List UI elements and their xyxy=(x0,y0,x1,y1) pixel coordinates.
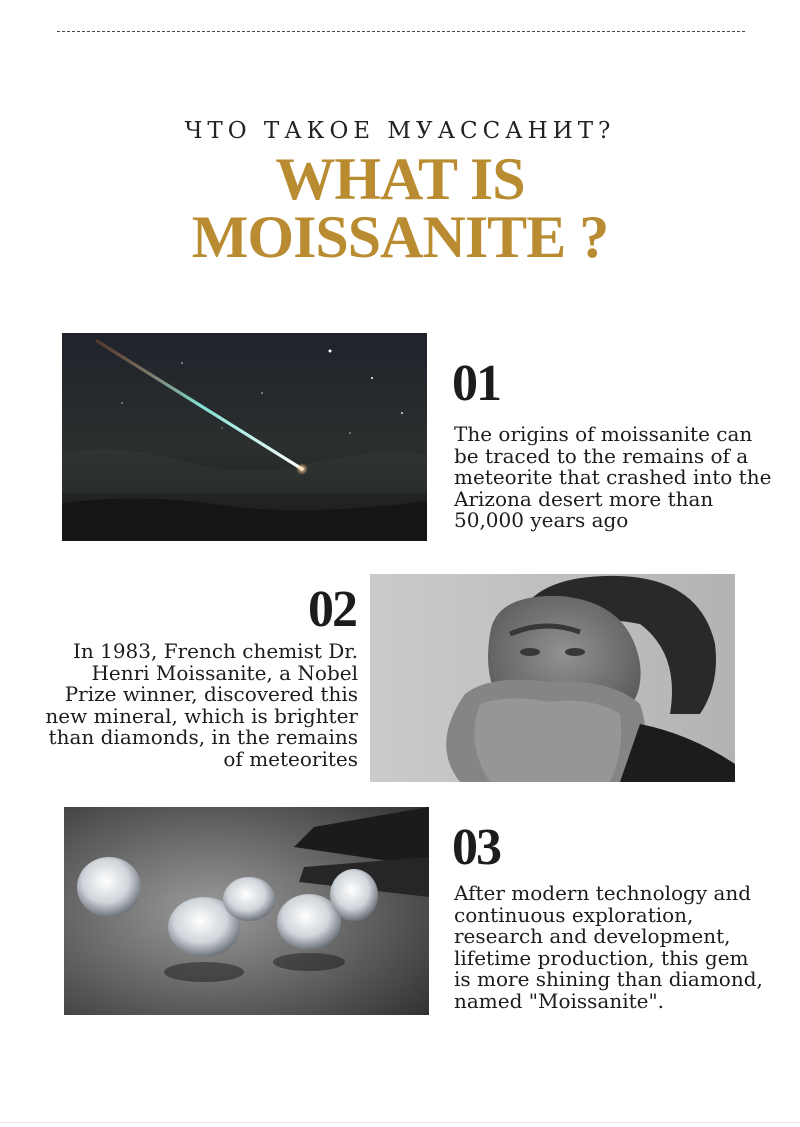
text-line: research and development, xyxy=(454,924,731,949)
text-line: The origins of moissanite can xyxy=(454,422,753,446)
section-text-01 xyxy=(454,424,794,532)
title-line-2: MOISSANITE ? xyxy=(191,204,609,270)
title-line-1: WHAT IS xyxy=(275,146,525,212)
text-line: of meteorites xyxy=(223,746,358,771)
section-number-02: 02 xyxy=(308,581,356,638)
text-line: be traced to the remains of a xyxy=(454,443,749,468)
bottom-rule xyxy=(0,1122,800,1123)
text-line: meteorite that crashed into the xyxy=(454,465,772,490)
text-line: than diamonds, in the remains xyxy=(48,725,358,750)
text-line: After modern technology and xyxy=(454,881,752,905)
text-line: named "Moissanite". xyxy=(454,988,665,1013)
meteor-photo xyxy=(62,333,427,541)
text-line: Arizona desert more than xyxy=(454,486,714,511)
text-line: Henri Moissanite, a Nobel xyxy=(91,660,358,685)
section-number-03: 03 xyxy=(452,819,500,876)
dashed-divider xyxy=(57,31,745,32)
section-text-02 xyxy=(20,641,358,771)
page-title xyxy=(0,146,800,270)
portrait-photo xyxy=(370,574,735,782)
text-line: lifetime production, this gem xyxy=(454,945,749,970)
subtitle-russian: ЧТО ТАКОЕ МУАССАНИТ? xyxy=(184,118,616,144)
text-line: new mineral, which is brighter xyxy=(45,703,358,728)
text-line: In 1983, French chemist Dr. xyxy=(72,639,358,663)
text-line: continuous exploration, xyxy=(454,902,694,927)
section-text-03 xyxy=(454,883,794,1013)
text-line: Prize winner, discovered this xyxy=(64,682,358,707)
section-number-01: 01 xyxy=(452,355,500,412)
text-line: is more shining than diamond, xyxy=(454,967,763,992)
diamonds-photo xyxy=(64,807,429,1015)
text-line: 50,000 years ago xyxy=(454,508,629,533)
